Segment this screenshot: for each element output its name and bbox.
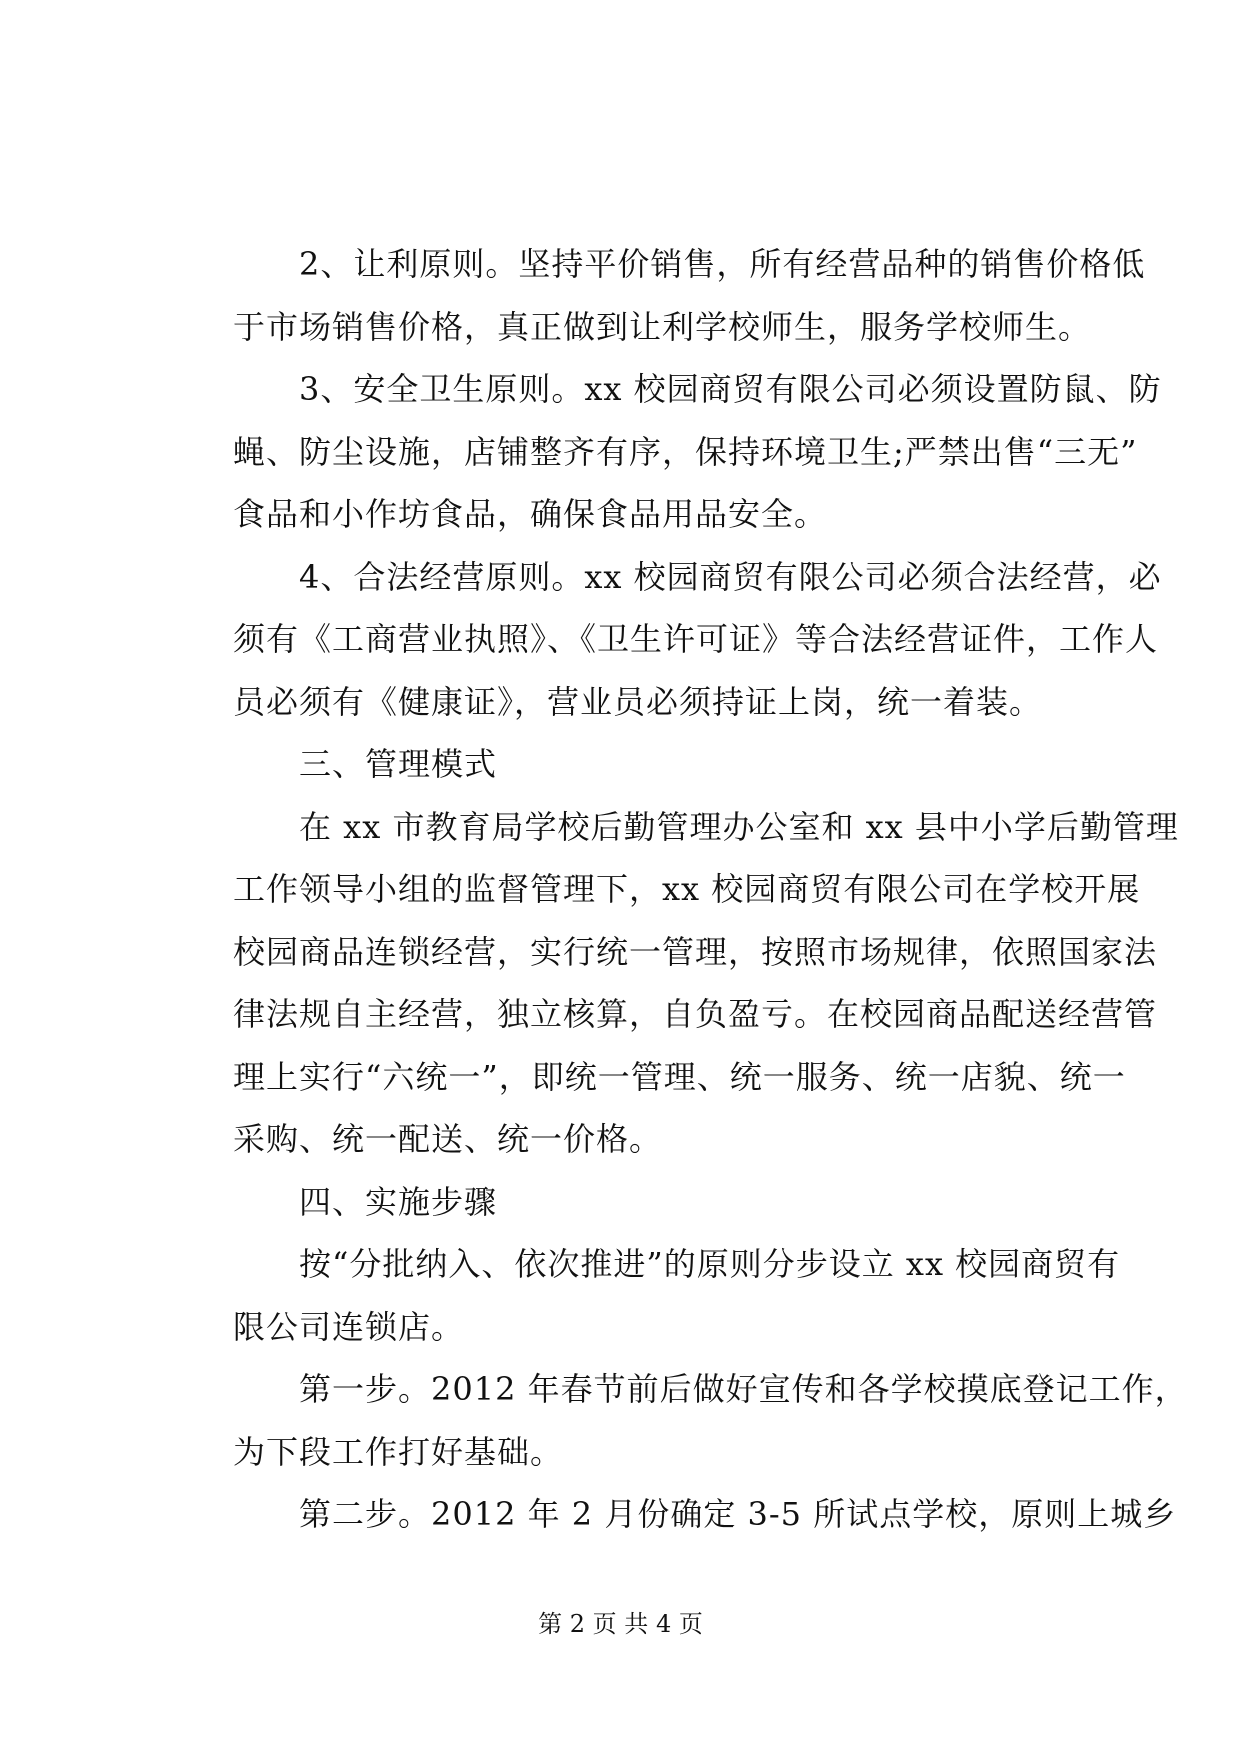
text-line: 食品和小作坊食品，确保食品用品安全。 <box>233 495 828 533</box>
text-line: 4、合法经营原则。xx 校园商贸有限公司必须合法经营，必 <box>233 557 1162 596</box>
text-line: 按“分批纳入、依次推进”的原则分步设立 xx 校园商贸有 <box>233 1245 1121 1283</box>
text-line: 律法规自主经营，独立核算，自负盈亏。在校园商品配送经营管 <box>233 995 1158 1033</box>
text-line: 蝇、防尘设施，店铺整齐有序，保持环境卫生;严禁出售“三无” <box>233 432 1138 471</box>
text-line: 2、让利原则。坚持平价销售，所有经营品种的销售价格低 <box>233 245 1146 283</box>
text-line: 限公司连锁店。 <box>233 1307 465 1346</box>
text-line: 于市场销售价格，真正做到让利学校师生，服务学校师生。 <box>233 307 1092 346</box>
text-line: 须有《工商营业执照》、《卫生许可证》等合法经营证件，工作人 <box>233 620 1159 658</box>
section-heading-management-mode <box>233 733 1088 796</box>
text-line: 3、安全卫生原则。xx 校园商贸有限公司必须设置防鼠、防 <box>233 370 1162 408</box>
section-heading: 三、管理模式 <box>233 745 498 783</box>
paragraph-steps-intro <box>233 1233 1121 1358</box>
paragraph-principle-2 <box>233 233 1146 358</box>
paragraph-step-1 <box>233 1358 1188 1483</box>
paragraph-step-2 <box>233 1483 1177 1546</box>
paragraph-management-mode <box>233 796 1179 1171</box>
text-line: 为下段工作打好基础。 <box>233 1432 564 1471</box>
paragraph-principle-3 <box>233 358 1162 546</box>
text-line: 第一步。2012 年春节前后做好宣传和各学校摸底登记工作， <box>233 1370 1188 1408</box>
section-heading: 四、实施步骤 <box>233 1182 498 1221</box>
page-footer: 第 2 页 共 4 页 <box>538 1610 703 1638</box>
text-line: 工作领导小组的监督管理下，xx 校园商贸有限公司在学校开展 <box>233 870 1141 908</box>
section-heading-implementation-steps <box>233 1171 1088 1234</box>
text-line: 在 xx 市教育局学校后勤管理办公室和 xx 县中小学后勤管理 <box>233 807 1179 846</box>
text-line: 员必须有《健康证》，营业员必须持证上岗，统一着装。 <box>233 682 1043 721</box>
text-line: 采购、统一配送、统一价格。 <box>233 1120 663 1158</box>
paragraph-principle-4 <box>233 546 1162 734</box>
text-line: 理上实行“六统一”，即统一管理、统一服务、统一店貌、统一 <box>233 1057 1126 1096</box>
document-body <box>233 233 1188 1546</box>
text-line: 校园商品连锁经营，实行统一管理，按照市场规律，依照国家法 <box>233 932 1158 971</box>
text-line: 第二步。2012 年 2 月份确定 3-5 所试点学校，原则上城乡 <box>233 1495 1177 1533</box>
